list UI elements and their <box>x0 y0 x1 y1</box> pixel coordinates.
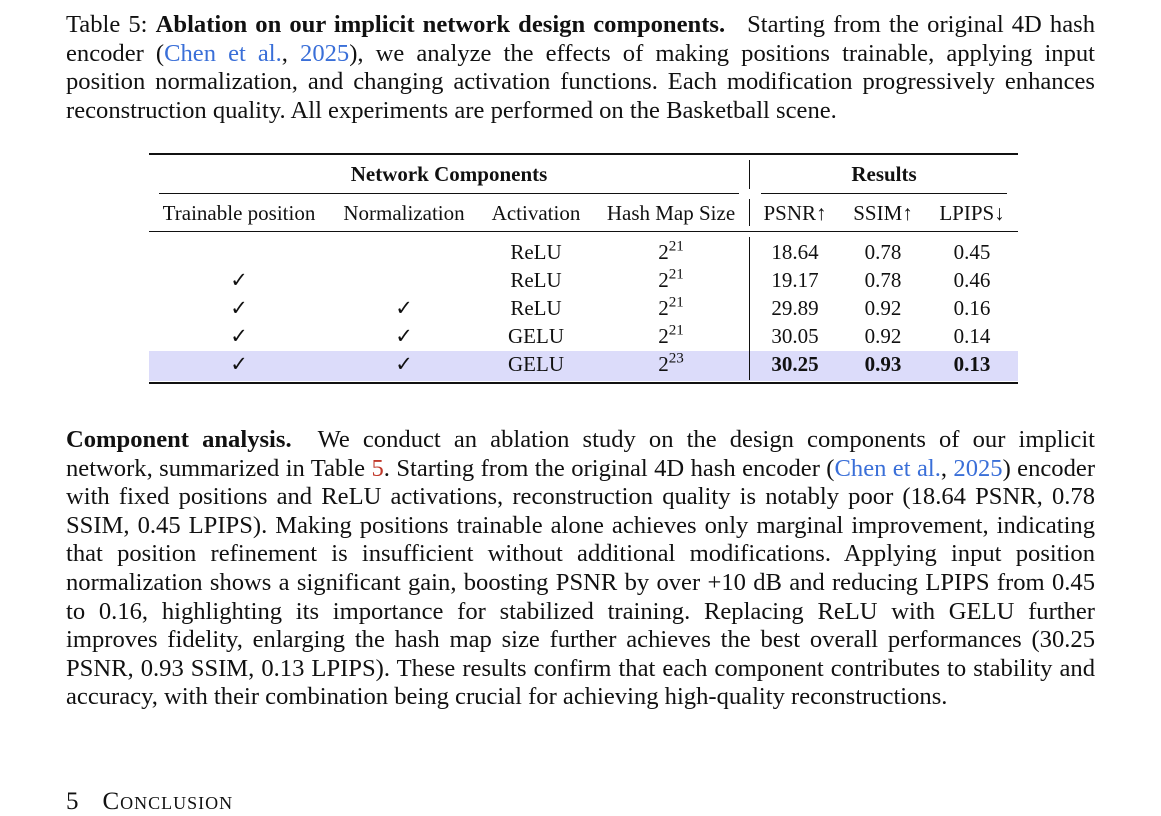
caption-text-b: ), we analyze the effects of making positions trainable, applying input position normalization, and changing activation functions. Each modification progressively enhances reconstruction quality. All experiments are performed on the Basketball scene. <box>66 39 1096 124</box>
paragraph-citation-separator: , <box>940 454 954 482</box>
column-header-trainable-position: Trainable position <box>162 201 316 225</box>
table-cell-ssim: 0.92 <box>864 324 902 348</box>
paragraph-citation-name[interactable]: Chen et al. <box>834 454 941 482</box>
section-number: 5 <box>66 788 79 815</box>
table-cell-hash-map-size <box>658 296 684 320</box>
group-header-results: Results <box>851 162 917 186</box>
table-reference-link[interactable]: 5 <box>371 454 384 482</box>
caption-citation-separator: , <box>281 39 301 67</box>
section-heading <box>66 788 233 816</box>
hash-exponent: 21 <box>668 322 684 339</box>
paragraph-citation-year[interactable]: 2025 <box>953 454 1003 482</box>
header-rule <box>149 231 1018 232</box>
hash-base: 2 <box>658 240 669 264</box>
table-cell-hash-map-size <box>658 324 684 348</box>
table-cell-lpips: 0.16 <box>953 296 991 320</box>
components-underline <box>159 193 739 194</box>
table-cell-psnr: 29.89 <box>771 296 819 320</box>
column-header-lpips: LPIPS↓ <box>939 201 1005 225</box>
table-cell-activation: GELU <box>508 324 564 348</box>
hash-exponent: 21 <box>668 294 684 311</box>
table-cell-psnr: 18.64 <box>771 240 819 264</box>
table-cell-psnr: 30.05 <box>771 324 819 348</box>
hash-exponent: 21 <box>668 266 684 283</box>
table-cell-normalization: ✓ <box>395 324 413 348</box>
table-cell-activation: GELU <box>508 352 564 376</box>
table-cell-normalization: ✓ <box>395 296 413 320</box>
paragraph-text-b: . Starting from the original 4D hash encoder ( <box>383 454 835 482</box>
table-cell-psnr-best: 30.25 <box>771 352 819 376</box>
table-cell-trainable: ✓ <box>230 296 248 320</box>
group-separator <box>749 160 750 189</box>
paragraph-text-c: ) encoder with fixed positions and ReLU activations, reconstruction quality is notably poor (18.64 PSNR, 0.78 SSIM, 0.45 LPIPS). Making positions trainable alone achieves only marginal improvement, indicating that position refinement is insufficient without additional modifications. Applying input position normalization shows a significant gain, boosting PSNR by over +10 dB and reducing LPIPS from 0.45 to 0.16, highlighting its importance for stabilized training. Replacing ReLU with GELU further improves fidelity, enlarging the hash map size further achieves the best overall performances (30.25 PSNR, 0.93 SSIM, 0.13 LPIPS). These results confirm that each component contributes to stability and accuracy, with their combination being crucial for achieving high-quality reconstructions. <box>66 454 1096 711</box>
section-title: Conclusion <box>102 788 234 815</box>
caption-text-a: Starting from the original 4D hash encoder ( <box>66 11 1095 67</box>
table-cell-psnr: 19.17 <box>771 268 819 292</box>
table-cell-lpips: 0.45 <box>953 240 991 264</box>
caption-label: Table 5: <box>66 11 148 38</box>
hash-exponent: 21 <box>668 238 684 255</box>
column-header-ssim: SSIM↑ <box>853 201 913 225</box>
hash-base: 2 <box>658 268 669 292</box>
results-underline <box>761 193 1007 194</box>
caption-title: Ablation on our implicit network design components. <box>155 11 726 38</box>
table-cell-ssim: 0.92 <box>864 296 902 320</box>
hash-base: 2 <box>658 324 669 348</box>
paragraph-text-a: We conduct an ablation study on the design components of our implicit network, summarized in Table <box>66 426 1096 482</box>
column-header-psnr: PSNR↑ <box>763 201 827 225</box>
table-caption <box>66 11 1095 125</box>
column-header-activation: Activation <box>491 201 581 225</box>
table-cell-lpips: 0.46 <box>953 268 991 292</box>
hash-base: 2 <box>658 296 669 320</box>
ablation-table <box>149 153 1018 385</box>
table-cell-hash-map-size <box>658 352 684 376</box>
hash-base: 2 <box>658 352 669 376</box>
body-separator <box>749 237 750 380</box>
table-cell-hash-map-size <box>658 268 684 292</box>
table-cell-lpips: 0.14 <box>953 324 991 348</box>
bottom-rule <box>149 382 1018 384</box>
table-cell-ssim-best: 0.93 <box>864 352 902 376</box>
table-cell-ssim: 0.78 <box>864 240 902 264</box>
table-cell-activation: ReLU <box>510 296 562 320</box>
column-header-normalization: Normalization <box>343 201 465 225</box>
table-cell-activation: ReLU <box>510 268 562 292</box>
table-cell-normalization: ✓ <box>395 352 413 376</box>
hash-exponent: 23 <box>668 350 684 367</box>
caption-citation-year[interactable]: 2025 <box>300 39 350 67</box>
component-analysis-paragraph <box>66 426 1095 712</box>
caption-citation-name[interactable]: Chen et al. <box>164 39 282 67</box>
table-cell-trainable: ✓ <box>230 352 248 376</box>
table-cell-hash-map-size <box>658 240 684 264</box>
table-cell-lpips-best: 0.13 <box>953 352 991 376</box>
table-cell-trainable: ✓ <box>230 268 248 292</box>
group-header-components: Network Components <box>350 162 548 186</box>
header-separator <box>749 199 750 226</box>
table-cell-activation: ReLU <box>510 240 562 264</box>
top-rule <box>149 153 1018 155</box>
table-cell-trainable: ✓ <box>230 324 248 348</box>
table-cell-ssim: 0.78 <box>864 268 902 292</box>
column-header-hash-map-size: Hash Map Size <box>606 201 736 225</box>
paragraph-heading: Component analysis. <box>66 426 292 453</box>
